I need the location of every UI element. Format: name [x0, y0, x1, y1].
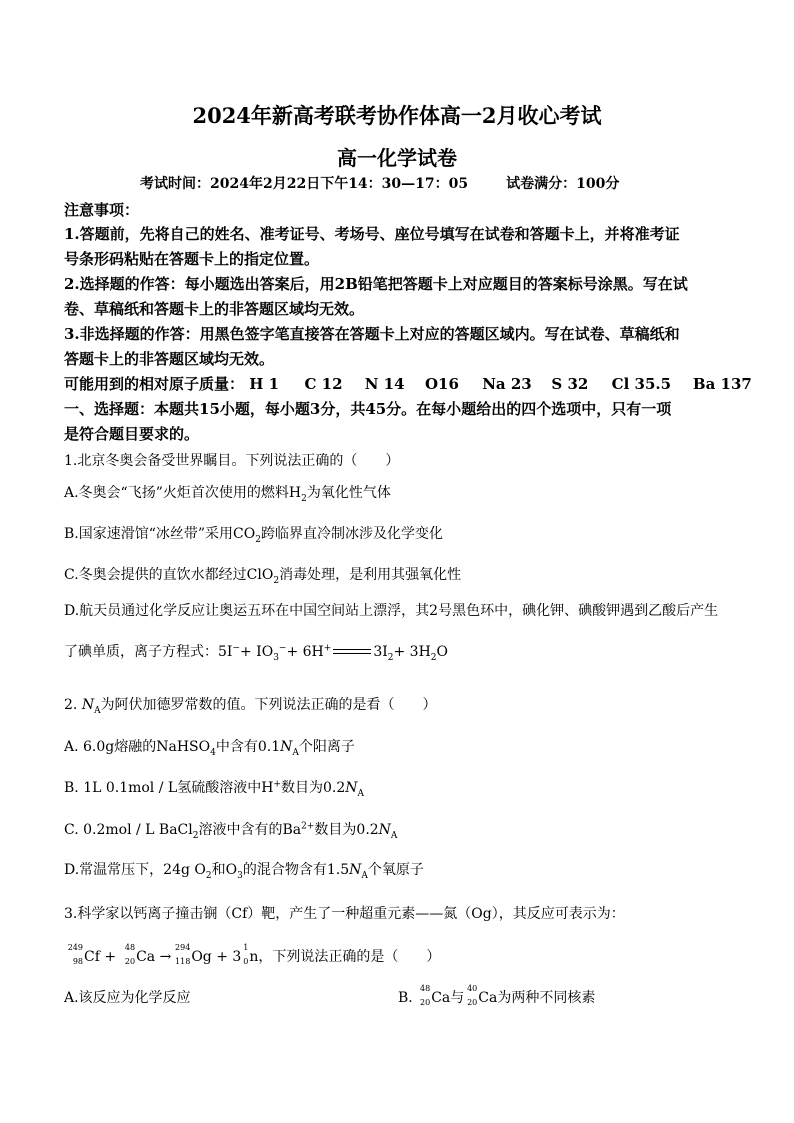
- q1-option-b: B.国家速滑馆“冰丝带”采用$CO_2$跨临界直冷制冰涉及化学变化: [64, 526, 443, 545]
- q2-option-c: C. 0.2mol / L BaCl$_2$溶液中含有的$Ba^{2+}$数目为$0.2N_A$: [64, 821, 398, 841]
- q2-option-b: B. 1L 0.1mol / L氢硫酸溶液中H+数目为$0.2N_A$: [64, 779, 364, 799]
- atomic-mass-item: H 1: [249, 375, 280, 393]
- notice-item2-line1: 2.选择题的作答：每小题选出答案后，用2B铅笔把答题卡上对应题目的答案标号涂黑。写在试: [64, 275, 688, 293]
- atomic-masses-label: 可能用到的相对原子质量：: [64, 375, 245, 393]
- q3-option-a: A.该反应为化学反应: [64, 990, 191, 1006]
- q1-option-a: A.冬奥会“飞扬”火炬首次使用的燃料$H_2$为氧化性气体: [64, 485, 391, 504]
- atomic-masses: [64, 373, 752, 394]
- atomic-mass-item: Na 23: [482, 375, 532, 393]
- q1-stem: 1.北京冬奥会备受世界瞩目。下列说法正确的（ ）: [64, 453, 400, 469]
- q3-equation: 249 98 Cf + 48 20 Ca → 294 118 Og + 3 1 0 n，下列说法正确的是（ ）: [64, 946, 440, 966]
- nuclide-n: 1 0: [243, 943, 249, 966]
- atomic-mass-item: Ba 137: [692, 375, 752, 393]
- section1-line2: 是符合题目要求的。: [64, 425, 200, 443]
- atomic-mass-item: S 32: [551, 375, 589, 393]
- nuclide-og: 294 118: [175, 943, 191, 966]
- exam-info: [140, 173, 619, 193]
- atomic-mass-item: Cl 35.5: [611, 375, 672, 393]
- atomic-mass-item: O16: [424, 375, 459, 393]
- equals-sign: [333, 647, 371, 657]
- q3-option-b: B. 48 20 Ca与 40 20 Ca为两种不同核素: [398, 984, 596, 1007]
- full-score: 试卷满分：100分: [506, 176, 620, 192]
- exam-title: 2024年新高考联考协作体高一2月收心考试: [192, 103, 602, 128]
- q1-option-d-line2: 了碘单质，离子方程式：$5I^-+ IO_3^-+ 6H^+$ $3I_2+ 3H_2O$: [64, 643, 448, 663]
- q2-option-a: A. 6.0g熔融的NaHSO$_4$中含有$0.1N_A$个阳离子: [64, 739, 355, 758]
- notice-heading: 注意事项：: [64, 201, 140, 219]
- atomic-mass-item: N 14: [364, 375, 405, 393]
- section1-line1: 一、选择题：本题共15小题，每小题3分，共45分。在每小题给出的四个选项中，只有一项: [64, 400, 672, 418]
- q3-stem: 3.科学家以钙离子撞击锎（Cf）靶，产生了一种超重元素——氮（Og），其反应可表示为：: [64, 906, 625, 922]
- nuclide-ca40: 40 20: [467, 984, 478, 1007]
- notice-item2-line2: 卷、草稿纸和答题卡上的非答题区域均无效。: [64, 300, 365, 318]
- exam-subtitle: 高一化学试卷: [337, 146, 457, 170]
- q1-option-d-line1: D.航天员通过化学反应让奥运五环在中国空间站上漂浮，其2号黑色环中，碘化钾、碘酸钾遇到乙酸后产生: [64, 603, 719, 619]
- nuclide-cf: 249 98: [67, 943, 83, 966]
- notice-item1-line2: 号条形码粘贴在答题卡上的指定位置。: [64, 250, 320, 268]
- q1-option-c: C.冬奥会提供的直饮水都经过ClO$_2$消毒处理，是利用其强氧化性: [64, 567, 462, 586]
- atomic-mass-item: C 12: [304, 375, 343, 393]
- q2-stem: 2. $N_A$为阿伏加德罗常数的值。下列说法正确的是看（ ）: [64, 697, 437, 716]
- exam-time: 考试时间：2024年2月22日下午14：30—17：05: [140, 176, 469, 192]
- notice-item3-line2: 答题卡上的非答题区域均无效。: [64, 350, 275, 368]
- q2-option-d: D.常温常压下，24g $O_2$和$O_3$的混合物含有$1.5N_A$个氧原子: [64, 862, 424, 881]
- nuclide-ca: 48 20: [124, 943, 136, 966]
- notice-item3-line1: 3.非选择题的作答：用黑色签字笔直接答在答题卡上对应的答题区域内。写在试卷、草稿纸和: [64, 325, 680, 343]
- notice-item1-line1: 1.答题前，先将自己的姓名、准考证号、考场号、座位号填写在试卷和答题卡上，并将准考证: [64, 225, 680, 243]
- nuclide-ca48: 48 20: [420, 984, 431, 1007]
